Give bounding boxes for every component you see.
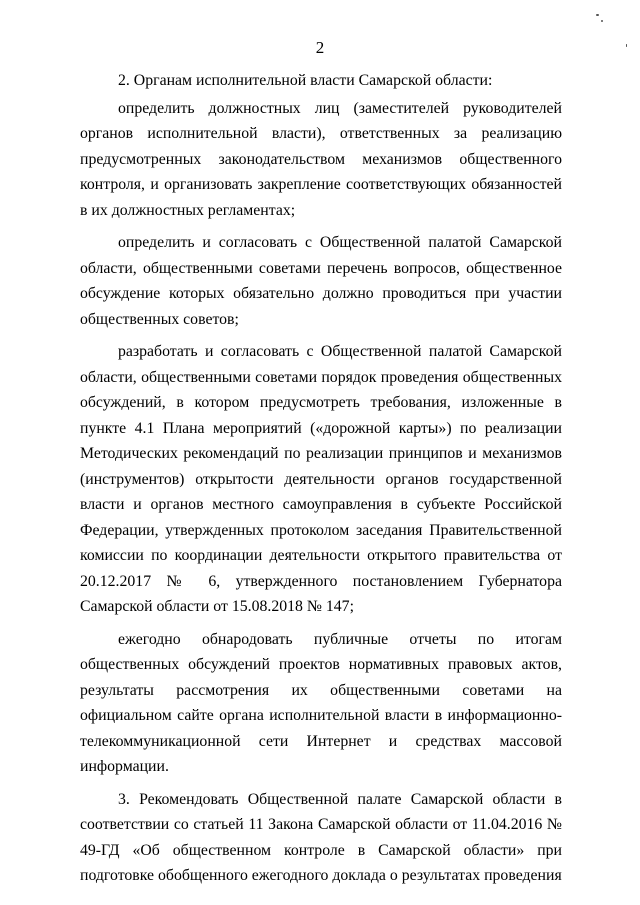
paragraph-develop-procedure: разработать и согласовать с Общественной палатой Самарской области, общественными советами порядок проведения общественных обсуждений, в котором предусмотреть требования, изложенные в пункте 4.1 Плана мероприятий («дорожной карты») по реализации Методических рекомендаций по реализации принципов и механизмов (инструментов) открытости деятельности органов государственной власти и органов местного самоуправления в субъекте Российской Федерации, утвержденных протоколом заседания Правительственной комиссии по координации деятельности открытого правительства от 20.12.2017 № 6, утвержденного постановлением Губернатора Самарской области от 15.08.2018 № 147; [80, 343, 562, 615]
scan-speck-mark [601, 20, 603, 22]
scan-speck-mark [596, 14, 599, 16]
paragraph-define-questions: определить и согласовать с Общественной палатой Самарской области, общественными советами перечень вопросов, общественное обсуждение которых обязательно должно проводиться при участии общественных советов; [80, 234, 562, 328]
document-body [80, 68, 562, 896]
scan-speck-mark [626, 44, 627, 47]
paragraph-define-officials: определить должностных лиц (заместителей руководителей органов исполнительной власти), ответственных за реализацию предусмотренных законодательством механизмов общественного контроля, и организовать закрепление соответствующих обязанностей в их должностных регламентах; [80, 99, 562, 219]
page-number: 2 [315, 38, 325, 57]
paragraph-publish-reports: ежегодно обнародовать публичные отчеты по итогам общественных обсуждений проектов нормативных правовых актов, результаты рассмотрения их общественными советами на официальном сайте органа исполнительной власти в информационно-телекоммуникационной сети Интернет и средствах массовой информации. [80, 630, 562, 775]
paragraph-item-3-recommend: 3. Рекомендовать Общественной палате Самарской области в соответствии со статьей 11 Закона Самарской области от 11.04.2016 № 49-ГД «Об общественном контроле в Самарской области» при подготовке обобщенного ежегодного доклада о результатах проведения [80, 790, 562, 884]
paragraph-item-2-heading: 2. Органам исполнительной власти Самарской области: [118, 72, 493, 89]
